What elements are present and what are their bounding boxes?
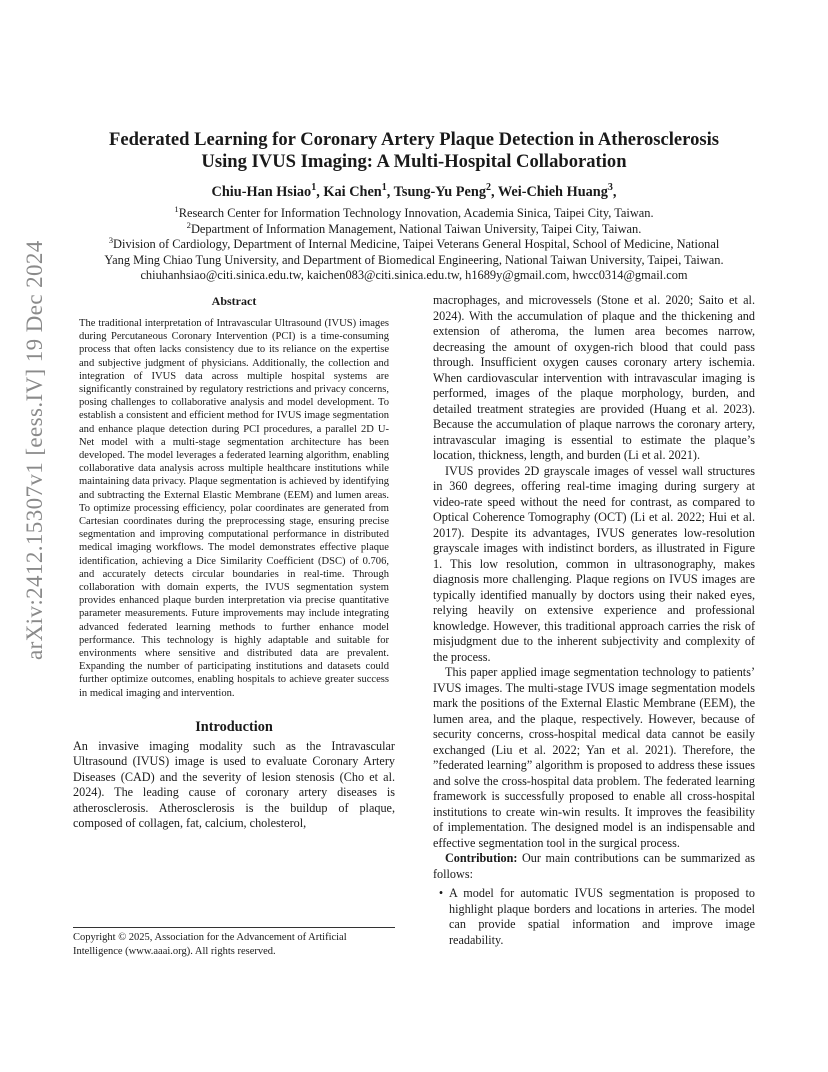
intro-paragraph-2: IVUS provides 2D grayscale images of vessel wall structures in 360 degrees, offering real-time imaging during surgery at video-rate speed without the need for contrast, as compared to Optical Coherence Tomography (OCT) (Li et al. 2022; Hui et al. 2017). Despite its advantages, IVUS generates low-resolution grayscale images with indistinct borders, as illustrated in Figure 1. This low resolution, common in ultrasonography, makes diagnosis more challenging. Plaque regions on IVUS images are typically identified manually by doctors using their naked eyes, relying heavily on extensive experience and professional knowledge. However, this traditional approach carries the risk of misjudgment due to the inherent subjectivity and complexity of the process.: [433, 463, 755, 664]
author-name: Kai Chen: [323, 184, 382, 200]
author-name: Wei-Chieh Huang: [497, 184, 608, 200]
affiliation-text: Research Center for Information Technology Innovation, Academia Sinica, Taipei City, Taiwan.: [178, 206, 654, 220]
author-affiliation-mark: 1: [311, 182, 317, 194]
affiliation-mark: 2: [186, 219, 191, 230]
author-name: Chiu-Han Hsiao: [211, 184, 312, 200]
contribution-text: Our main contributions can be summarized as follows:: [433, 851, 755, 881]
intro-paragraph-1-continued: macrophages, and microvessels (Stone et al. 2020; Saito et al. 2024). With the accumulation of plaque and the thickening and extension of atheroma, the lumen area becomes narrow, decreasing the amount of oxygen-rich blood that could pass through. Insufficient oxygen causes coronary artery ischemia. When cardiovascular intervention with intravascular imaging is performed, images of the plaque morphology, burden, and detailed treatment strategies are provided (Huang et al. 2023). Because the accumulation of plaque narrows the coronary artery, intravascular imaging is essential to estimate the plaque’s location, thickness, length, and burden (Li et al. 2021).: [433, 293, 755, 462]
affiliation-3-line-2: Yang Ming Chiao Tung University, and Department of Biomedical Engineering, National Taiwan University, Taipei, Taiwan.: [104, 252, 724, 267]
affiliation-text: Division of Cardiology, Department of Internal Medicine, Taipei Veterans General Hospital, School of Medicine, National: [113, 237, 720, 251]
author-separator: ,: [612, 184, 617, 200]
introduction-body: [73, 739, 395, 832]
abstract-text: The traditional interpretation of Intravascular Ultrasound (IVUS) images during Percutaneous Coronary Intervention (PCI) is a time-consuming process that often lacks consistency due to its reliance on the expertise and subjective judgment of physicians. Additionally, the collection and integration of IVUS data across multiple hospital systems are significantly constrained by regulatory restrictions and privacy concerns, posing challenges to collaborative analysis and model development. To establish a consistent and efficient method for IVUS image segmentation and enhance plaque detection during PCI procedures, a parallel 2D U-Net model with a multi-stage segmentation architecture has been developed. The model leverages a federated learning algorithm, enabling collaborative data analysis across multiple healthcare institutions while maintaining data privacy. Plaque segmentation is achieved by identifying and subtracting the External Elastic Membrane (EEM) and lumen areas. To optimize processing efficiency, polar coordinates are generated from Cartesian coordinates during the preprocessing stage, ensuring precise segmentation and improving computational performance in distributed medical imaging workflows. The model demonstrates effective plaque identification, achieving a Dice Similarity Coefficient (DSC) of 0.706, and accurately detects circular boundaries in real-time. Through collaboration with domain experts, the IVUS segmentation system provides enhanced plaque burden interpretation via precise quantitative parameter measurements. Future improvements may include integrating advanced federated learning methods to further enhance model performance. This technology is highly adaptable and suitable for environments where sensitive and distributed data are prevalent. Expanding the number of participating institutions and datasets could further optimize outcomes, enabling hospitals to achieve greater success in medical imaging and intervention.: [79, 318, 389, 699]
bullet-marker: •: [438, 886, 444, 900]
bullet-text: A model for automatic IVUS segmentation is proposed to highlight plaque borders and locations in arteries. The model can provide spatial information and improve image readability.: [449, 886, 755, 947]
author-separator: ,: [490, 184, 498, 200]
affiliation-1: [60, 203, 768, 222]
contribution-paragraph: [433, 851, 755, 882]
affiliation-text: Department of Information Management, National Taiwan University, Taipei City, Taiwan.: [190, 221, 642, 236]
author-list: [60, 183, 768, 201]
author-separator: ,: [386, 184, 394, 200]
author-name: Tsung-Yu Peng: [393, 184, 486, 200]
intro-paragraph-1: An invasive imaging modality such as the Intravascular Ultrasound (IVUS) image is used to evaluate Coronary Artery Diseases (CAD) and the severity of lesion stenosis (Cho et al. 2024). The leading cause of coronary artery diseases is atherosclerosis. Atherosclerosis is the buildup of plaque, composed of collagen, fat, calcium, cholesterol,: [73, 738, 395, 831]
intro-paragraph-3: This paper applied image segmentation technology to patients’ IVUS images. The multi-stage IVUS image segmentation models mark the positions of the External Elastic Membrane (EEM), the lumen area, and the plaque, respectively. However, because of security concerns, cross-hospital medical data cannot be easily exchanged (Liu et al. 2022; Yan et al. 2021). Therefore, the ”federated learning” algorithm is proposed to address these issues and solve the cross-hospital data problem. The federated learning framework is successfully proposed to enable all cross-hospital institutions to create win-win results. It improves the feasibility of implementation. The designed model is an indispensable and effective segmentation tool in the surgical process.: [433, 665, 755, 850]
affiliation-mark: 1: [174, 203, 179, 214]
title-line-1: Federated Learning for Coronary Artery Plaque Detection in Atherosclerosis: [108, 129, 720, 150]
author-emails: chiuhanhsiao@citi.sinica.edu.tw, kaichen083@citi.sinica.edu.tw, h1689y@gmail.com, hwcc0314@gmail.com: [140, 268, 688, 282]
left-column: [73, 293, 395, 832]
introduction-heading: Introduction: [195, 718, 273, 735]
introduction-body-continued: [433, 293, 755, 882]
copyright-footnote: Copyright © 2025, Association for the Advancement of Artificial Intelligence (www.aaai.org). All rights reserved.: [73, 927, 395, 958]
affiliation-2: [60, 219, 768, 238]
affiliation-3-line-1: [60, 234, 768, 253]
right-column: [433, 293, 755, 948]
paper-title: [60, 129, 768, 173]
arxiv-identifier: arXiv:2412.15307v1 [eess.IV] 19 Dec 2024: [22, 240, 47, 660]
contribution-bullet: [433, 886, 755, 948]
affiliations: [60, 203, 768, 284]
contribution-label: Contribution:: [445, 851, 518, 865]
author-affiliation-mark: 3: [607, 182, 613, 194]
affiliation-mark: 3: [108, 234, 114, 245]
author-affiliation-mark: 1: [381, 182, 387, 194]
abstract-heading: Abstract: [211, 294, 257, 308]
author-separator: ,: [316, 184, 324, 200]
author-affiliation-mark: 2: [485, 182, 491, 194]
title-line-2: Using IVUS Imaging: A Multi-Hospital Collaboration: [201, 151, 627, 172]
